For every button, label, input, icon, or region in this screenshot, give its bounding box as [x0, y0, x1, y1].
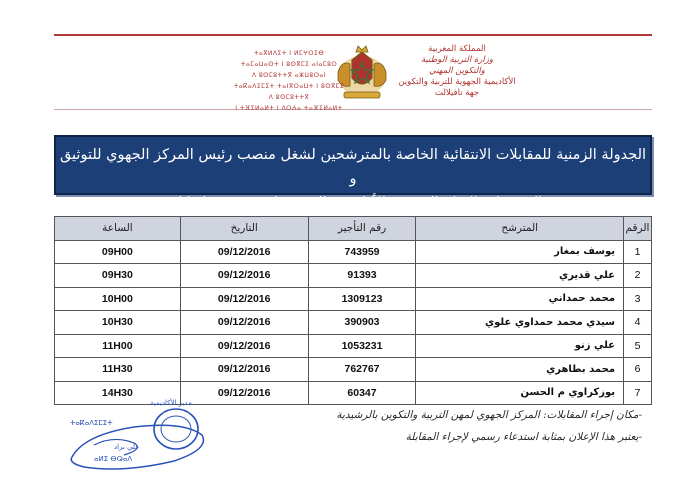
cell-candidate: محمد حمداني: [416, 287, 624, 311]
stamp-signature: علي براد: [114, 443, 140, 451]
cell-registration: 762767: [308, 358, 416, 382]
cell-rank: 3: [624, 287, 652, 311]
title-line-2: التنشيط و الإنتاج التربوي بالأكاديمية الجهوية لجهة درعة تافيلالت: [163, 195, 543, 211]
stamp-tifinagh: ⵜⴰⴽⴰⴷⵉⵎⵉⵜ: [70, 419, 113, 427]
table-row: [55, 358, 652, 382]
table-row: [55, 240, 652, 264]
note-location: -مكان إجراء المقابلات: المركز الجهوي لمهن التربية والتكوين بالرشيدية: [336, 409, 642, 421]
header-time: الساعة: [55, 217, 181, 241]
cell-date: 09/12/2016: [180, 287, 308, 311]
cell-time: 09H30: [55, 264, 181, 288]
cell-rank: 4: [624, 311, 652, 335]
cell-time: 11H00: [55, 334, 181, 358]
cell-candidate: علي زنو: [416, 334, 624, 358]
cell-registration: 743959: [308, 240, 416, 264]
cell-rank: 7: [624, 381, 652, 405]
letterhead-line: وزارة التربية الوطنية: [420, 55, 494, 65]
cell-rank: 6: [624, 358, 652, 382]
letterhead-line: ⵜⴰⵎⴰⵡⴰⵙⵜ ⵏ ⵓⵙⴳⵎⵉ ⴰⵏⴰⵎⵓⵔ: [240, 61, 338, 68]
cell-date: 09/12/2016: [180, 358, 308, 382]
cell-date: 09/12/2016: [180, 334, 308, 358]
cell-candidate: يوسف بمغار: [416, 240, 624, 264]
cell-candidate: بوزكراوي م الحسن: [416, 381, 624, 405]
letterhead-line: جهة تافيلالت: [434, 88, 480, 98]
table-header-row: [55, 217, 652, 241]
cell-date: 09/12/2016: [180, 240, 308, 264]
header-date: التاريخ: [180, 217, 308, 241]
cell-rank: 1: [624, 240, 652, 264]
cell-time: 11H30: [55, 358, 181, 382]
letterhead-line: ⴷ ⵓⵙⵎⵓⵜⵜⴳ: [268, 94, 310, 101]
header-registration: رقم التأجير: [308, 217, 416, 241]
cell-time: 09H00: [55, 240, 181, 264]
cell-rank: 2: [624, 264, 652, 288]
cell-candidate: سيدي محمد حمداوي علوي: [416, 311, 624, 335]
official-stamp: [64, 399, 214, 473]
table-row: [55, 311, 652, 335]
table-row: [55, 264, 652, 288]
cell-time: 14H30: [55, 381, 181, 405]
title-line-1: الجدولة الزمنية للمقابلات الانتقائية الخاصة بالمترشحين لشغل منصب رئيس المركز الجهوي للتوثيق و: [59, 147, 647, 187]
cell-registration: 1053231: [308, 334, 416, 358]
table-row: [55, 381, 652, 405]
letterhead-line: والتكوين المهني: [429, 66, 485, 76]
document-title: [54, 135, 652, 211]
table-row: [55, 287, 652, 311]
letterhead-line: المملكة المغربية: [428, 44, 486, 54]
cell-candidate: محمد بطاهري: [416, 358, 624, 382]
cell-registration: 91393: [308, 264, 416, 288]
cell-date: 09/12/2016: [180, 264, 308, 288]
cell-registration: 60347: [308, 381, 416, 405]
letterhead: [54, 34, 652, 110]
letterhead-tifinagh: [214, 48, 364, 114]
cell-time: 10H00: [55, 287, 181, 311]
letterhead-line: ⴷ ⵓⵙⵎⵓⵜⵜⴳ ⴰⵣⵡⵓⵔⴰⵏ: [251, 72, 327, 79]
stamp-seal-icon: [64, 405, 214, 473]
letterhead-line: الأكاديمية الجهوية للتربية والتكوين: [398, 77, 516, 87]
letterhead-line: ⵜⴰⴳⵍⴷⵉⵜ ⵏ ⵍⵎⵖⵔⵉⴱ: [253, 50, 325, 57]
stamp-name: ⴰⵍⵉ ⴱⵕⴰⴷ: [94, 455, 133, 463]
cell-date: 09/12/2016: [180, 381, 308, 405]
notes: [282, 404, 642, 448]
header-candidate: المترشح: [416, 217, 624, 241]
cell-date: 09/12/2016: [180, 311, 308, 335]
stamp-title: مدير الأكاديمية: [150, 399, 192, 407]
header-rank: الرقم: [624, 217, 652, 241]
letterhead-line: ⵏ ⵜⴼⵉⵍⴰⵍⵜ ⵏ ⴷⵔⵄⴰ ⵜⴰⴼⵉⵍⴰⵍⵜ: [235, 105, 343, 112]
schedule-table: [54, 216, 652, 405]
cell-registration: 1309123: [308, 287, 416, 311]
table-row: [55, 334, 652, 358]
cell-registration: 390903: [308, 311, 416, 335]
cell-candidate: علي قديري: [416, 264, 624, 288]
cell-time: 10H30: [55, 311, 181, 335]
note-official: -يعتبر هذا الإعلان بمثابة استدعاء رسمي لإجراء المقابلة: [405, 431, 642, 443]
letterhead-line: ⵜⴰⴽⴰⴷⵉⵎⵉⵜ ⵜⴰⵏⴳⵔⴰⵡⵜ ⵏ ⵓⵙⴳⵎⵉ: [233, 83, 345, 90]
cell-rank: 5: [624, 334, 652, 358]
